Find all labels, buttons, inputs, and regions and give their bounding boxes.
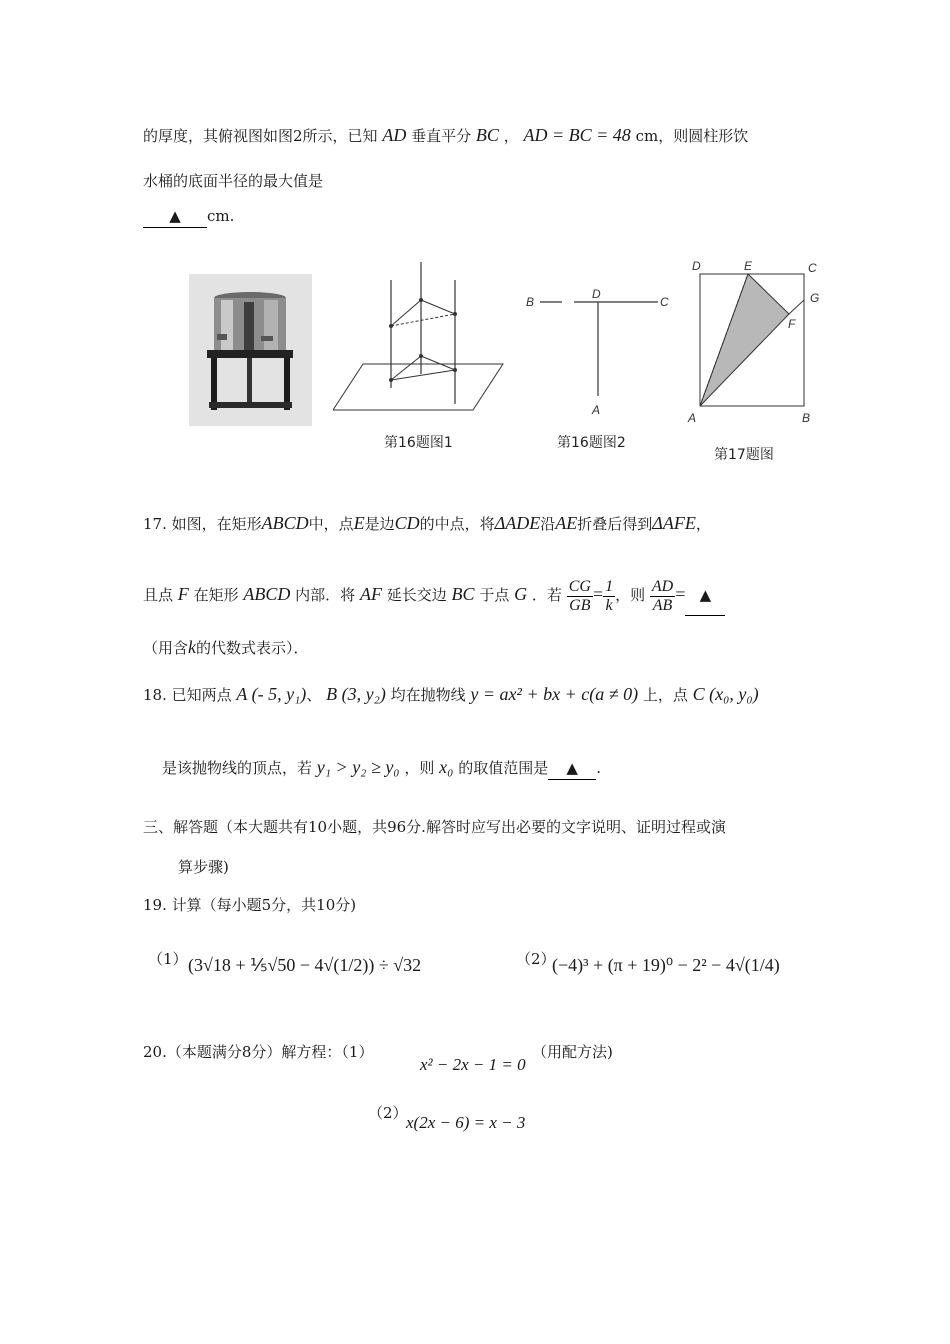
- q16-line1: [143, 124, 748, 147]
- svg-text:B: B: [802, 411, 811, 425]
- q17-line2: 且点 F 在矩形 ABCD 内部．将 AF 延长交边 BC 于点 G ．若 $\frac{CG}{GB}$ = $\frac{1}{k}$ ，则 $\frac{AD}{AB}$ = ▲: [143, 574, 725, 616]
- section3-heading-cont: 算步骤): [178, 858, 229, 876]
- q18-line2: 是该抛物线的顶点，若 y₁ > y₂ ≥ y₀ ，则 x₀ 的取值范围是 ▲ .: [162, 756, 601, 780]
- q20-equation2: x(2x − 6) = x − 3: [406, 1113, 526, 1132]
- q19-title: 19. 计算（每小题5分，共10分): [143, 896, 357, 914]
- figure-16-2: [520, 284, 680, 420]
- caption-fig-16-2: 第16题图2: [557, 435, 626, 451]
- label-b: B: [526, 295, 535, 309]
- figure-16-1: [333, 262, 505, 414]
- q16-unit: cm.: [207, 207, 235, 225]
- q17-line3: （用含k的代数式表示）．: [143, 637, 309, 657]
- svg-text:C: C: [808, 261, 817, 275]
- frac-cg-gb: $\frac{CG}{GB}$: [568, 577, 591, 614]
- q20-equation1: x² − 2x − 1 = 0: [420, 1055, 526, 1074]
- parabola-equation: y = ax² + bx + c(a ≠ 0): [470, 684, 639, 704]
- q20-method: （用配方法): [532, 1043, 613, 1061]
- answer-triangle-icon: ▲: [699, 586, 712, 604]
- q18-answer-blank[interactable]: [548, 757, 596, 780]
- q16-answer-line: [143, 205, 234, 228]
- q17-line1: 17. 如图，在矩形ABCD中，点E是边CD的中点，将ΔADE沿AE折叠后得到ΔAFE，: [143, 513, 711, 533]
- caption-fig-17: 第17题图: [714, 447, 774, 463]
- q16-ad: AD: [382, 125, 407, 145]
- svg-text:F: F: [788, 317, 796, 331]
- q16-text-mid: 垂直平分: [411, 127, 472, 145]
- q16-comma: ，: [503, 127, 519, 145]
- q17-answer-blank[interactable]: [685, 575, 725, 616]
- bucket-photo: [189, 274, 312, 426]
- answer-triangle-icon: ▲: [169, 207, 181, 225]
- point-b: B (3, y₂): [326, 684, 386, 704]
- point-c: C (x₀, y₀): [692, 684, 759, 704]
- svg-text:E: E: [744, 259, 753, 273]
- label-d: D: [592, 287, 601, 301]
- frac-1-k: $\frac{1}{k}$: [605, 577, 614, 614]
- label-a: A: [592, 403, 601, 417]
- q16-bc: BC: [475, 125, 499, 145]
- q16-equation: AD = BC = 48: [523, 125, 631, 145]
- answer-triangle-icon: ▲: [566, 759, 578, 777]
- q19-part2-label: （2）: [516, 950, 556, 968]
- svg-text:D: D: [692, 259, 701, 273]
- q19-part1-expression: (3√18 + ⅕√50 − 4√(1/2)) ÷ √32: [188, 955, 422, 975]
- q19-part2-expression: (−4)³ + (π + 19)⁰ − 2² − 4√(1/4): [552, 955, 780, 975]
- q18-inequality: y₁ > y₂ ≥ y₀: [316, 757, 400, 777]
- label-c: C: [660, 295, 669, 309]
- caption-fig-16-1: 第16题图1: [384, 435, 453, 451]
- q18-line1: 18. 已知两点 A (- 5, y₁)、 B (3, y₂) 均在抛物线 y = ax² + bx + c(a ≠ 0) 上，点 C (x₀, y₀): [143, 684, 759, 704]
- q16-line2: 水桶的底面半径的最大值是: [143, 172, 324, 190]
- section3-heading: 三、解答题（本大题共有10小题，共96分.解答时应写出必要的文字说明、证明过程或演: [143, 818, 726, 836]
- q19-part1-label: （1）: [148, 950, 188, 968]
- point-a: A (- 5, y₁): [236, 684, 307, 704]
- q16-answer-blank[interactable]: [143, 205, 207, 228]
- q20-title: 20.（本题满分8分）解方程：（1）: [143, 1043, 374, 1061]
- figure-17: [686, 256, 826, 428]
- svg-text:G: G: [810, 291, 820, 305]
- svg-text:A: A: [688, 411, 697, 425]
- q16-text-post: cm，则圆柱形饮: [635, 127, 749, 145]
- q16-text: 的厚度，其俯视图如图2所示，已知: [143, 127, 378, 145]
- frac-ad-ab: $\frac{AD}{AB}$: [651, 577, 674, 614]
- q20-part2-label: （2）: [368, 1104, 408, 1122]
